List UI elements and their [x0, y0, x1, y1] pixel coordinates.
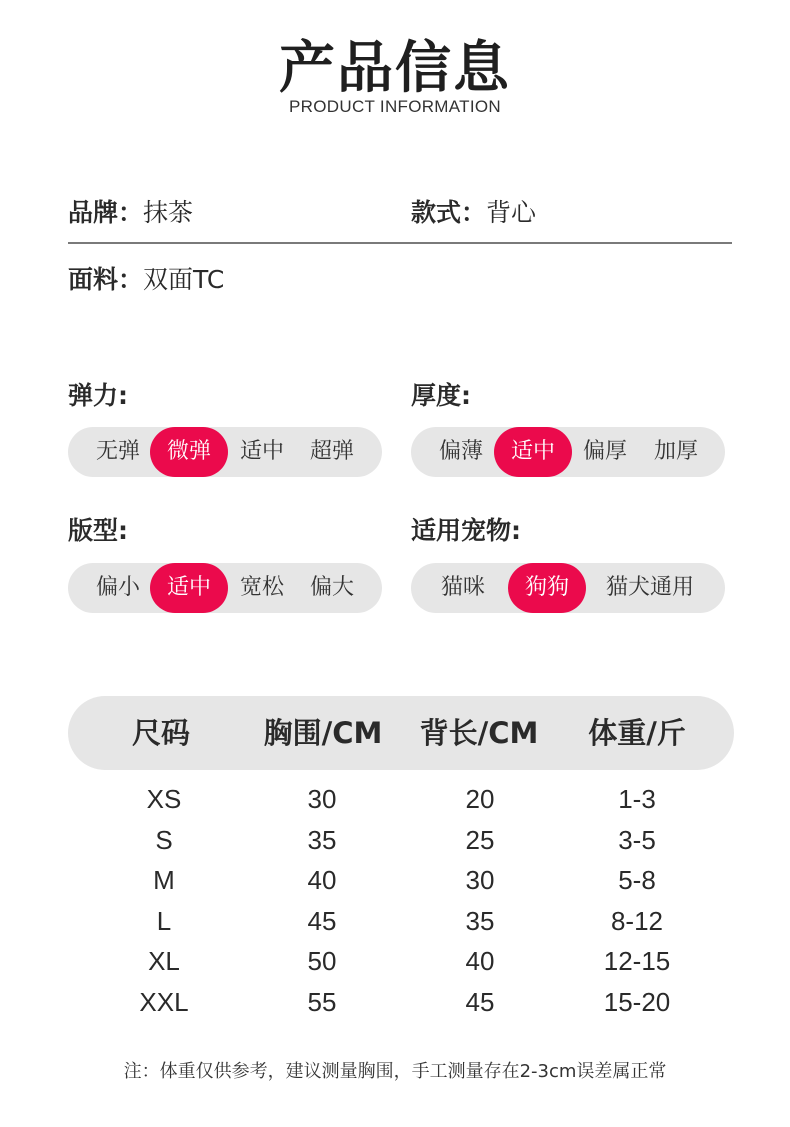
thickness-option[interactable]: 偏厚 — [582, 439, 627, 464]
fit-option-selected[interactable]: 适中 — [150, 563, 228, 613]
thickness-option[interactable]: 偏薄 — [438, 439, 483, 464]
cell-weight: 5-8 — [618, 865, 656, 896]
thickness-option[interactable]: 加厚 — [653, 439, 698, 464]
header-chest: 胸围/CM — [263, 716, 383, 750]
cell-chest: 35 — [307, 824, 337, 855]
thickness-options — [411, 427, 725, 477]
cell-size: XL — [148, 946, 180, 977]
header-back-length: 背长/CM — [419, 716, 539, 750]
cell-size: XS — [146, 784, 182, 814]
cell-chest: 40 — [307, 865, 337, 896]
cell-chest: 50 — [307, 946, 337, 977]
cell-chest: 45 — [307, 905, 337, 936]
cell-chest: 55 — [307, 987, 337, 1017]
fit-option[interactable]: 偏大 — [309, 575, 354, 600]
elasticity-label: 弹力: — [68, 381, 128, 410]
cell-weight: 1-3 — [618, 784, 656, 814]
cell-back-length: 25 — [465, 824, 495, 855]
footnote: 注：体重仅供参考，建议测量胸围，手工测量存在2-3cm误差属正常 — [123, 1061, 667, 1082]
cell-weight: 15-20 — [603, 987, 671, 1017]
thickness-option-selected[interactable]: 适中 — [494, 427, 572, 477]
cell-back-length: 35 — [465, 905, 495, 936]
elasticity-options — [68, 427, 382, 477]
elasticity-option-selected[interactable]: 微弹 — [150, 427, 228, 477]
divider — [68, 242, 732, 244]
style-label: 款式： — [411, 198, 487, 227]
fit-option[interactable]: 偏小 — [95, 575, 140, 600]
style-value: 背心 — [486, 198, 537, 227]
pet-option[interactable]: 猫犬通用 — [605, 575, 694, 600]
size-table-header — [68, 696, 734, 770]
page-subtitle: PRODUCT INFORMATION — [289, 97, 501, 116]
cell-back-length: 40 — [465, 946, 495, 977]
brand-value: 抹茶 — [143, 198, 194, 227]
style-info — [411, 193, 536, 229]
cell-size: XXL — [139, 987, 189, 1017]
cell-back-length: 20 — [465, 784, 495, 814]
fabric-value: 双面TC — [143, 265, 225, 294]
elasticity-option[interactable]: 无弹 — [95, 439, 140, 464]
cell-size: M — [153, 865, 175, 896]
pet-option[interactable]: 猫咪 — [440, 575, 485, 600]
cell-weight: 8-12 — [610, 905, 664, 936]
thickness-label: 厚度: — [411, 381, 471, 410]
cell-back-length: 45 — [465, 987, 495, 1017]
cell-weight: 3-5 — [618, 824, 656, 855]
header-weight: 体重/斤 — [588, 716, 686, 750]
fit-options — [68, 563, 382, 613]
fit-option[interactable]: 宽松 — [239, 575, 284, 600]
fabric-info — [68, 260, 224, 296]
cell-size: L — [156, 905, 172, 936]
cell-chest: 30 — [307, 784, 337, 814]
cell-weight: 12-15 — [603, 946, 671, 977]
pet-option-selected[interactable]: 狗狗 — [508, 563, 586, 613]
header-size: 尺码 — [131, 716, 190, 750]
page-title: 产品信息 — [279, 36, 511, 101]
fit-label: 版型: — [68, 516, 128, 545]
brand-label: 品牌： — [68, 198, 144, 227]
fabric-label: 面料： — [68, 265, 144, 294]
elasticity-option[interactable]: 超弹 — [309, 439, 354, 464]
brand-info — [68, 193, 193, 229]
elasticity-option[interactable]: 适中 — [239, 439, 284, 464]
cell-back-length: 30 — [465, 865, 495, 896]
pet-label: 适用宠物: — [411, 516, 521, 545]
cell-size: S — [155, 824, 173, 855]
pet-options — [411, 563, 725, 613]
